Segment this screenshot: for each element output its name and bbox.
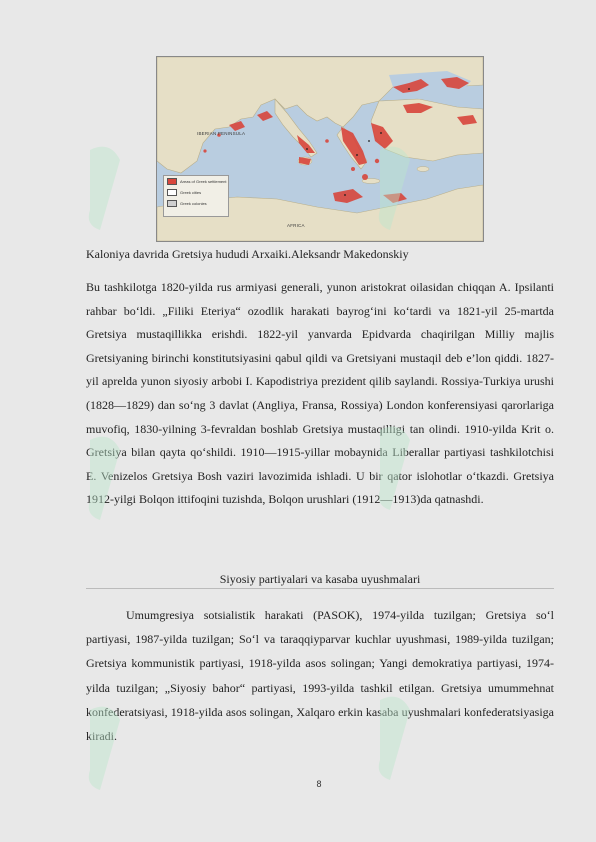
legend-label: Greek colonies <box>180 201 207 206</box>
legend-item <box>167 176 228 187</box>
map-label-africa: AFRICA <box>287 223 305 228</box>
map-legend <box>163 175 229 217</box>
body-paragraph-2: Umumgresiya sotsialistik harakati (PASOK), 1974-yilda tuzilgan; Gretsiya so‘l partiyasi, 1987-yilda tuzilgan; So‘l va taraqqiyparvar kuchlar uyushmasi, 1989-yilda tuzilgan; Gretsiya kommunistik partiyasi, 1918-yilda asos solingan; Yangi demokratiya partiyasi, 1974-yilda tuzilgan; „Siyosiy bahor“ partiyasi, 1993-yilda tashkil etilgan. Gretsiya umummehnat konfederatsiyasi, 1918-yilda asos solingan, Xalqaro erkin kasaba uyushmalari konfederatsiyasiga kiradi. <box>86 608 554 744</box>
legend-label: Greek cities <box>180 190 202 195</box>
map-caption: Kaloniya davrida Gretsiya hududi Arxaiki.Aleksandr Makedonskiy <box>86 247 409 261</box>
map-label-iberia: IBERIAN PENINSULA <box>197 131 246 136</box>
historical-map-figure <box>156 56 484 242</box>
section-heading: Siyosiy partiyalari va kasaba uyushmalari <box>86 570 554 589</box>
legend-item <box>167 198 228 209</box>
legend-item <box>167 187 228 198</box>
page-number: 8 <box>316 779 322 789</box>
body-paragraph-1: Bu tashkilotga 1820-yilda rus armiyasi generali, yunon aristokrat oilasidan chiqqan A. Ipsilanti rahbar bo‘ldi. „Filiki Eteriya“ ozodlik harakati bayrog‘ini ko‘tardi va 1821-yil 25-martda Gretsiya mustaqillikka erishdi. 1822-yil yanvarda Epidvarda chaqirilgan Milliy majlis Gretsiyaning birinchi konstitutsiyasini qabul qildi va Gretsiyani mustaqil deb e’lon qiddi. 1827-yil aprelda yunon siyosiy arbobi I. Kapodistriya prezident qilib saylandi. Rossiya-Turkiya urushi (1828—1829) dan so‘ng 3 davlat (Angliya, Fransa, Rossiya) London konferensiyasi qarorlariga muvofiq, 1830-yilning 3-fevraldan boshlab Gretsiya mustaqilligi tan olindi. 1910-yilda Krit o. Gretsiya bilan qayta qo‘shildi. 1910—1915-yillar mobaynida Liberallar partiyasi tashkilotchisi E. Venizelos Gretsiya Bosh vaziri lavozimida ishladi. U bir qator islohotlar o‘tkazdi. Gretsiya 1912-yilgi Bolqon ittifoqini tuzishda, Bolqon urushlari (1912—1913)da qatnashdi. <box>86 280 554 507</box>
legend-swatch-city <box>167 189 177 196</box>
legend-label: Areas of Greek settlement <box>180 179 227 184</box>
legend-swatch-colony <box>167 200 177 207</box>
legend-swatch-settlement <box>167 178 177 185</box>
watermark-logo-icon <box>80 140 140 240</box>
